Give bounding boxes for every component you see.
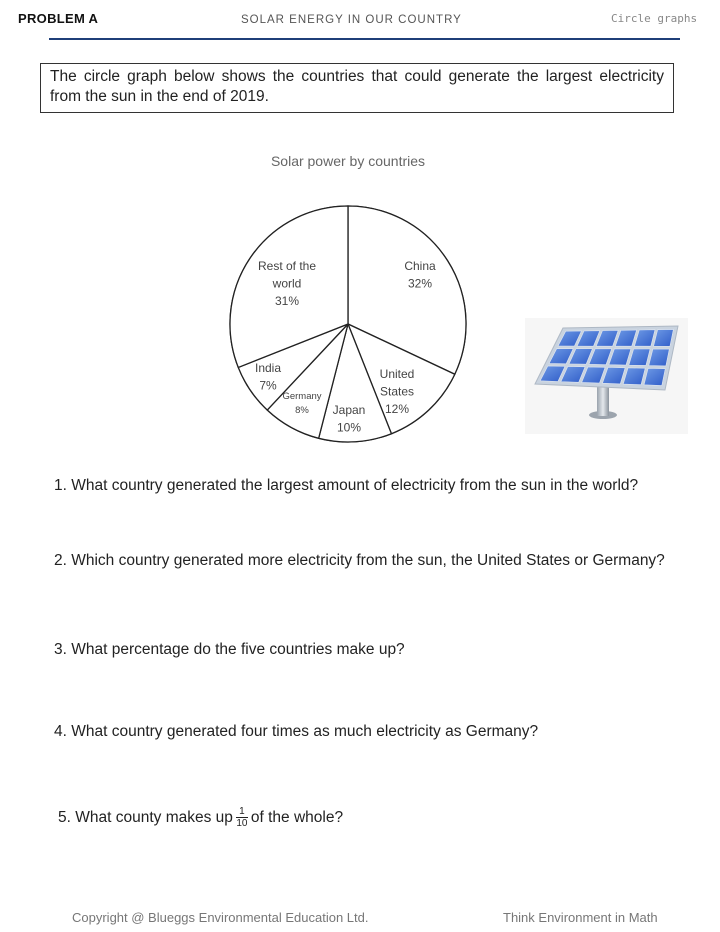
fraction (236, 806, 248, 829)
slice-label-china: China 32% (404, 259, 436, 291)
copyright-footer: Copyright @ Blueggs Environmental Education Ltd. (72, 910, 369, 925)
category-label: Circle graphs (611, 12, 698, 25)
slice-label-united-states: United States 12% (379, 367, 415, 416)
question-5 (58, 806, 343, 829)
tagline-footer: Think Environment in Math (503, 910, 658, 925)
question-5-end: of the whole? (250, 808, 344, 826)
fraction-denominator: 10 (236, 818, 248, 829)
topic-title: SOLAR ENERGY IN OUR COUNTRY (241, 14, 462, 26)
slice-label-germany: Germany 8% (282, 391, 322, 416)
slice-label-india: India 7% (254, 361, 282, 393)
problem-label: PROBLEM A (18, 11, 99, 26)
solar-panel-image (525, 318, 688, 434)
solar-cell (644, 368, 665, 385)
question-1: 1. What country generated the largest amount of electricity from the sun in the world? (54, 477, 639, 494)
question-3: 3. What percentage do the five countries make up? (54, 641, 405, 658)
fraction-numerator: 1 (239, 806, 245, 817)
chart-title: Solar power by countries (270, 153, 426, 169)
slice-label-japan: Japan 10% (332, 403, 366, 435)
intro-box: The circle graph below shows the countries that could generate the largest electricity from the sun in the end of 2019. (40, 63, 674, 113)
question-2: 2. Which country generated more electricity from the sun, the United States or Germany? (54, 552, 665, 569)
question-5-text: 5. What county makes up (58, 808, 233, 826)
slice-label-rest-of-the-world: Rest of the world 31% (257, 259, 317, 308)
question-4: 4. What country generated four times as much electricity as Germany? (54, 723, 539, 740)
